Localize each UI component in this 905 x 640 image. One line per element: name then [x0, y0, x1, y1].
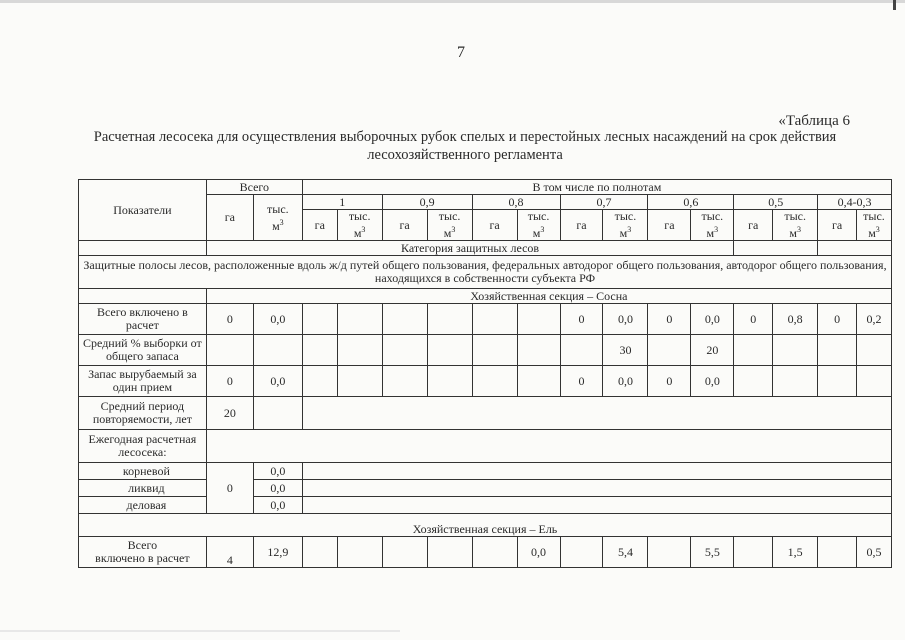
header-by-density: В том числе по полнотам: [302, 180, 891, 195]
cell: [648, 335, 691, 366]
table-row: [79, 463, 892, 480]
cell: [253, 335, 302, 366]
cell: [856, 366, 891, 397]
cell: [302, 335, 337, 366]
table-row: [79, 430, 892, 463]
header-density-09: 0,9: [382, 195, 472, 210]
header-ha: га: [734, 210, 773, 241]
section-blank: [79, 289, 207, 304]
table-row: [79, 304, 892, 335]
cell: 5,4: [603, 537, 648, 568]
row-label-avg-pct: Средний % выборки от общего запаса: [79, 335, 207, 366]
strip-label: Защитные полосы лесов, расположенные вдоль ж/д путей общего пользования, федеральных автодорог общего пользования, автодорог общего пользования, находящихся в собственности субъекта РФ: [79, 256, 892, 289]
category-blank: [734, 241, 818, 256]
header-ha: га: [818, 210, 857, 241]
header-density-04-03: 0,4-0,3: [818, 195, 892, 210]
cell: [517, 366, 560, 397]
table-row: [79, 514, 892, 537]
cell: 20: [691, 335, 734, 366]
cell: [472, 335, 517, 366]
table-row: [79, 335, 892, 366]
table-label: «Таблица 6: [778, 113, 850, 129]
cell: [472, 304, 517, 335]
header-density-07: 0,7: [560, 195, 648, 210]
cell: 30: [603, 335, 648, 366]
strip-row: [79, 256, 892, 289]
cell: [734, 537, 773, 568]
header-m3: тыс. $м^3$: [856, 210, 891, 241]
cell: 0,0: [603, 366, 648, 397]
header-density-06: 0,6: [648, 195, 734, 210]
cell: [302, 537, 337, 568]
scan-top-edge: [0, 0, 905, 3]
cell: [302, 397, 891, 430]
cell: [337, 304, 382, 335]
cell: 0: [560, 304, 603, 335]
cell: [773, 366, 818, 397]
cell: [427, 335, 472, 366]
cell: [560, 335, 603, 366]
header-ha: га: [560, 210, 603, 241]
row-label-period: Средний период повторяемости, лет: [79, 397, 207, 430]
cell: 0,0: [253, 497, 302, 514]
cell: 4: [206, 537, 253, 568]
cell: [560, 537, 603, 568]
page-number: 7: [457, 44, 465, 61]
cell: 12,9: [253, 537, 302, 568]
row-label-liquid: ликвид: [79, 480, 207, 497]
cell: 0: [818, 304, 857, 335]
header-indicators: Показатели: [79, 180, 207, 241]
header-total-m3: тыс. $м^3$: [253, 195, 302, 241]
document-title: Расчетная лесосека для осуществления выборочных рубок спелых и перестойных лесных насаждений на срок действия лесохозяйственного регламента: [93, 129, 837, 163]
section-pine-label: Хозяйственная секция – Сосна: [206, 289, 891, 304]
header-total: Всего: [206, 180, 302, 195]
table-row: [79, 480, 892, 497]
header-ha: га: [472, 210, 517, 241]
header-m3: тыс. $м^3$: [773, 210, 818, 241]
cell: 0,8: [773, 304, 818, 335]
cell: [818, 537, 857, 568]
cell: [517, 335, 560, 366]
cell: 0,0: [603, 304, 648, 335]
header-m3: тыс. $м^3$: [337, 210, 382, 241]
cell: 0,0: [691, 304, 734, 335]
cell: [382, 304, 427, 335]
cell: [818, 335, 857, 366]
cell: [337, 537, 382, 568]
cell: 0: [206, 304, 253, 335]
cell: [302, 480, 891, 497]
table-row: [79, 497, 892, 514]
header-ha: га: [648, 210, 691, 241]
cell: 0,0: [691, 366, 734, 397]
cell: 1,5: [773, 537, 818, 568]
header-density-1: 1: [302, 195, 382, 210]
header-ha: га: [382, 210, 427, 241]
section-pine-row: [79, 289, 892, 304]
cell: [472, 366, 517, 397]
cell: [648, 537, 691, 568]
cell: 5,5: [691, 537, 734, 568]
header-m3: тыс. $м^3$: [603, 210, 648, 241]
category-blank: [818, 241, 892, 256]
header-m3: тыс. $м^3$: [427, 210, 472, 241]
category-row: [79, 241, 892, 256]
cell: [302, 497, 891, 514]
cell: 0,0: [253, 463, 302, 480]
cell: 0: [206, 463, 253, 514]
cell: 0,2: [856, 304, 891, 335]
cell: [818, 366, 857, 397]
cell: 0,0: [253, 366, 302, 397]
header-m3: тыс. $м^3$: [517, 210, 560, 241]
cell: [472, 537, 517, 568]
row-label-included: Всего включено в расчет: [79, 304, 207, 335]
cell: [427, 304, 472, 335]
cell: [337, 335, 382, 366]
cell: [337, 366, 382, 397]
cell: [773, 335, 818, 366]
cell: [427, 537, 472, 568]
header-density-08: 0,8: [472, 195, 560, 210]
table-row: [79, 397, 892, 430]
cell: [206, 335, 253, 366]
cell: [253, 397, 302, 430]
section-spruce-label: Хозяйственная секция – Ель: [79, 514, 892, 537]
cell: [302, 366, 337, 397]
cell: [382, 335, 427, 366]
table-row: [79, 366, 892, 397]
cell: [206, 430, 891, 463]
cell: 0,0: [253, 480, 302, 497]
row-label-spruce: Всего включено в расчет: [79, 537, 207, 568]
row-label-root: корневой: [79, 463, 207, 480]
header-m3: тыс. $м^3$: [691, 210, 734, 241]
scan-bottom-edge: [0, 630, 400, 632]
cell: [302, 463, 891, 480]
cell: [382, 366, 427, 397]
scan-edge-mark: [893, 0, 896, 10]
cell: [734, 366, 773, 397]
row-label-business: деловая: [79, 497, 207, 514]
cell: 20: [206, 397, 253, 430]
cell: [427, 366, 472, 397]
cell: 0,0: [517, 537, 560, 568]
cell: 0: [648, 366, 691, 397]
category-label: Категория защитных лесов: [206, 241, 734, 256]
cell: 0: [648, 304, 691, 335]
cell: [734, 335, 773, 366]
cell: 0,0: [253, 304, 302, 335]
cell: 0: [560, 366, 603, 397]
lesoseka-table: [78, 179, 892, 568]
header-total-ha: га: [206, 195, 253, 241]
header-density-05: 0,5: [734, 195, 818, 210]
row-label-harvest: Запас вырубаемый за один прием: [79, 366, 207, 397]
header-ha: га: [302, 210, 337, 241]
cell: [382, 537, 427, 568]
table-row: [79, 537, 892, 568]
cell: 0,5: [856, 537, 891, 568]
header-row-1: [79, 180, 892, 195]
cell: [517, 304, 560, 335]
cell: [856, 335, 891, 366]
cell: [302, 304, 337, 335]
cell: 0: [734, 304, 773, 335]
cell: 0: [206, 366, 253, 397]
row-label-annual: Ежегодная расчетная лесосека:: [79, 430, 207, 463]
category-blank: [79, 241, 207, 256]
